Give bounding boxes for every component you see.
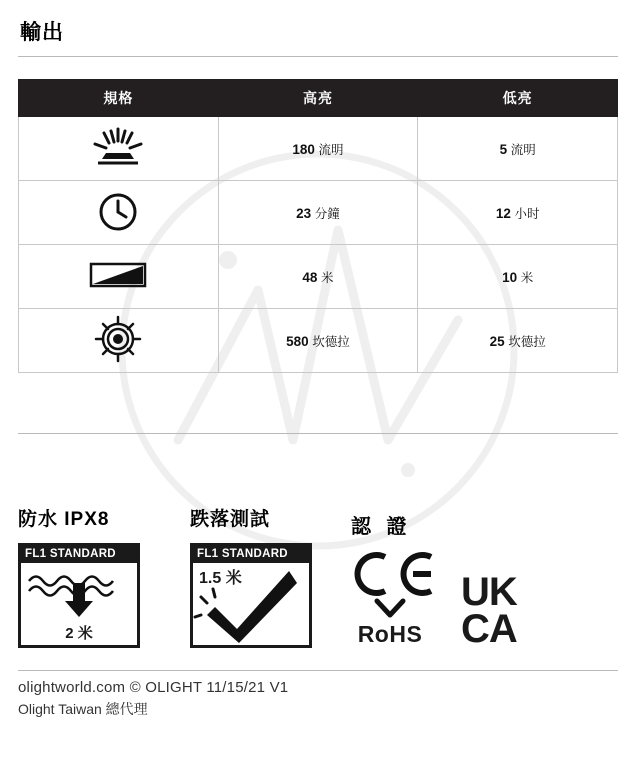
cell-low-lumens [418, 117, 618, 181]
table-header-row [19, 80, 618, 117]
value-number: 23 [296, 205, 312, 221]
value-unit: 分鐘 [314, 206, 340, 221]
row-icon-cell [19, 117, 219, 181]
drop-test-checkmark-icon [193, 563, 309, 643]
table-row [19, 181, 618, 245]
ukca-line2: CA [461, 607, 517, 652]
value-unit: 流明 [318, 142, 344, 157]
approvals-label: 認 證 [351, 516, 412, 538]
approval-marks-row [335, 551, 618, 652]
ce-mark-icon [345, 551, 435, 597]
value-unit: 坎德拉 [312, 334, 350, 349]
page-title: 輸出 [20, 21, 64, 44]
cell-high-runtime [218, 181, 418, 245]
value-unit: 坎德拉 [508, 334, 546, 349]
table-row [19, 309, 618, 373]
waterproof-block [18, 504, 190, 648]
cell-high-distance [218, 245, 418, 309]
cell-high-intensity [218, 309, 418, 373]
impact-badge-body [193, 563, 309, 645]
check-arrow-icon [373, 597, 407, 619]
value-unit: 米 [321, 270, 334, 285]
fl1-standard-title: FL1 STANDARD [21, 546, 137, 563]
waterproof-depth-value: 2 米 [65, 625, 93, 642]
value-unit: 米 [520, 270, 534, 285]
value-number: 48 [302, 269, 318, 285]
ukca-mark-icon [461, 570, 517, 652]
row-icon-cell [19, 309, 219, 373]
value-number: 25 [489, 333, 505, 349]
cell-high-lumens [218, 117, 418, 181]
row-icon-cell [19, 181, 219, 245]
footer-copyright: olightworld.com © OLIGHT 11/15/21 V1 [18, 679, 289, 696]
table-row [19, 117, 618, 181]
output-spec-table [18, 79, 618, 373]
value-number: 580 [286, 333, 309, 349]
cell-low-distance [418, 245, 618, 309]
footer-divider [18, 670, 618, 671]
impact-badge [190, 543, 312, 648]
water-waves-down-arrow-icon [21, 563, 137, 623]
certification-section [18, 504, 618, 652]
rohs-mark-text: RoHS [357, 621, 423, 647]
impact-height-value: 1.5 米 [199, 570, 242, 587]
footer-distributor: Olight Taiwan 總代理 [18, 701, 148, 717]
waterproof-label: 防水 IPX8 [18, 509, 110, 530]
waterproof-badge [18, 543, 140, 648]
table-row [19, 245, 618, 309]
value-number: 10 [502, 269, 518, 285]
value-unit: 小时 [514, 206, 540, 221]
peak-beam-intensity-icon [94, 315, 142, 363]
column-header-low: 低亮 [418, 80, 618, 117]
brightness-burst-icon [90, 125, 146, 169]
clock-icon [96, 189, 140, 233]
impact-label: 跌落測試 [190, 509, 271, 530]
value-number: 5 [499, 141, 508, 157]
ce-rohs-group [345, 551, 435, 648]
row-icon-cell [19, 245, 219, 309]
mid-divider [18, 433, 618, 434]
approvals-block [335, 510, 618, 652]
column-header-high: 高亮 [218, 80, 418, 117]
impact-block [190, 504, 335, 648]
cell-low-runtime [418, 181, 618, 245]
title-divider [18, 56, 618, 57]
beam-distance-icon [87, 258, 149, 292]
column-header-spec: 規格 [19, 80, 219, 117]
waterproof-badge-body [21, 563, 137, 645]
cell-low-intensity [418, 309, 618, 373]
value-number: 12 [495, 205, 511, 221]
value-number: 180 [292, 141, 315, 157]
value-unit: 流明 [510, 142, 536, 157]
fl1-standard-title: FL1 STANDARD [193, 546, 309, 563]
ukca-line1: UK [461, 570, 517, 615]
